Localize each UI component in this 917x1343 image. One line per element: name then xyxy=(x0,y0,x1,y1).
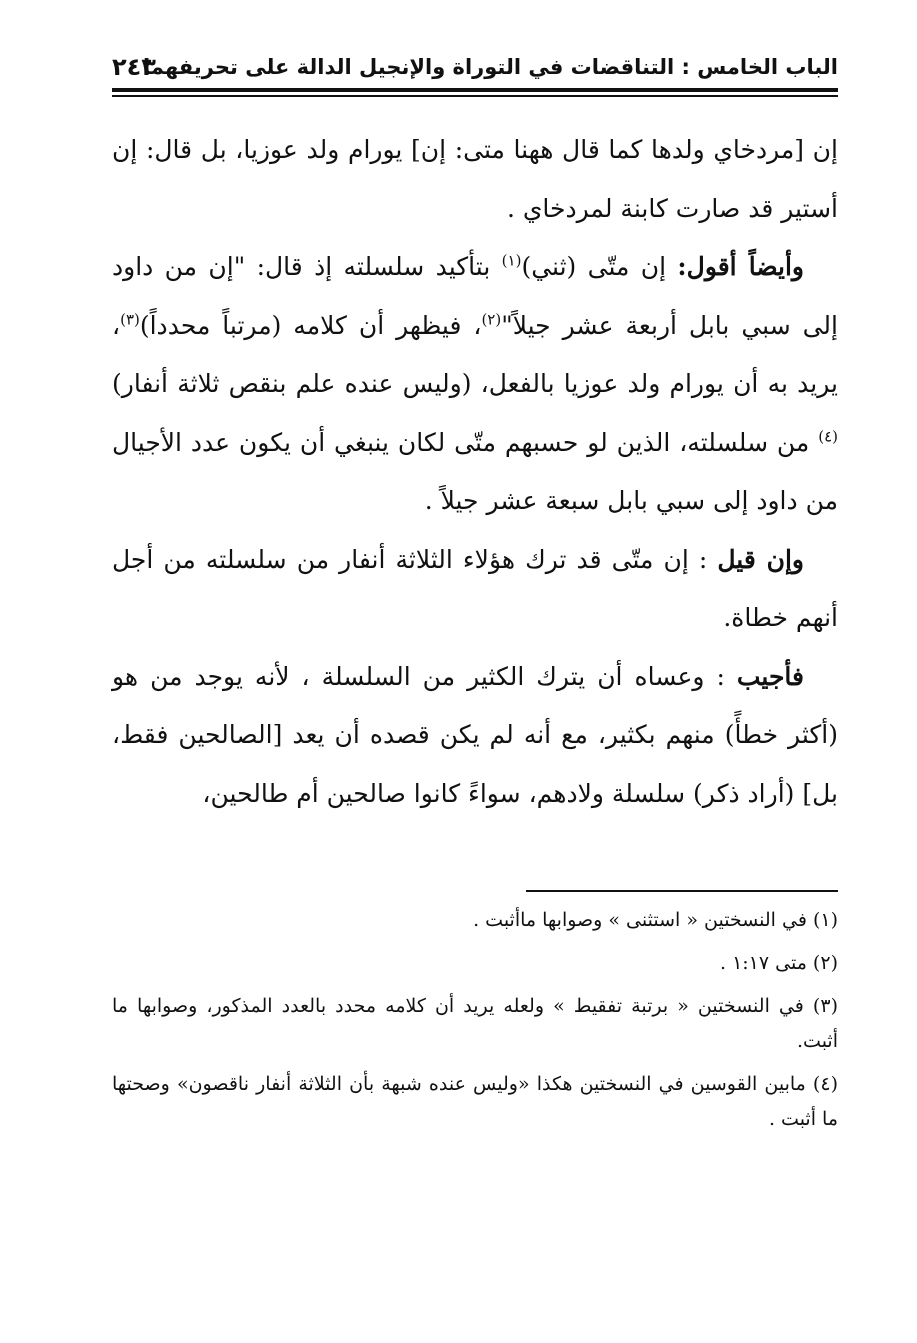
paragraph-2-lead: وأيضاً أقول: xyxy=(677,252,805,281)
paragraph-1-text: إن [مردخاي ولدها كما قال ههنا متى: إن] يورام ولد عوزيا، بل قال: إن أستير قد صارت كابنة لمردخاي . xyxy=(112,135,838,223)
header-rule-thick xyxy=(112,88,838,92)
footnote-1: (١) في النسختين « استثنى » وصوابها ماأثبت . xyxy=(473,909,838,931)
footnotes xyxy=(112,903,838,1137)
paragraph-2-part-a: إن متّى (ثني) xyxy=(521,252,678,281)
footnote-ref-4: (٤) xyxy=(818,427,838,446)
paragraph-2-part-b: بتأكيد سلسلته إذ قال: "إن من داود إلى سبي بابل أربعة عشر جيلاً" xyxy=(112,252,838,340)
page-number: ٢٤٣ xyxy=(112,53,156,81)
header-rule-thin xyxy=(112,95,838,97)
footnote-3: (٣) في النسختين « برتبة تفقيط » ولعله يريد أن كلامه محدد بالعدد المذكور، وصوابها ما أثبت. xyxy=(112,995,838,1052)
paragraph-2 xyxy=(112,238,838,531)
paragraph-4-lead: فأجيب xyxy=(736,661,804,691)
paragraph-1 xyxy=(112,121,838,238)
footnote-2: (٢) متى ١:١٧ . xyxy=(719,952,838,974)
paragraph-3-text: : إن متّى قد ترك هؤلاء الثلاثة أنفار من سلسلته من أجل أنهم خطاة. xyxy=(112,544,838,632)
paragraph-4-text: : وعساه أن يترك الكثير من السلسلة ، لأنه يوجد من هو (أكثر خطأً) منهم بكثير، مع أنه لم يكن قصده أن يعد [الصالحين فقط، بل] (أراد ذكر) سلسلة ولادهم، سواءً كانوا صالحين أم طالحين، xyxy=(112,661,838,808)
paragraph-4 xyxy=(112,648,838,824)
footnote-ref-1: (١) xyxy=(501,251,522,270)
paragraph-3-lead: وإن قيل xyxy=(717,544,804,574)
paragraph-3 xyxy=(112,531,838,648)
paragraph-2-part-e: من سلسلته، الذين لو حسبهم متّى لكان ينبغي أن يكون عدد الأجيال من داود إلى سبي بابل سبعة عشر جيلاً . xyxy=(112,427,838,515)
footnote-separator xyxy=(526,890,838,892)
footnote-4: (٤) مابين القوسين في النسختين هكذا «وليس عنده شبهة بأن الثلاثة أنفار ناقصون» وصحتها ما أثبت . xyxy=(112,1073,838,1130)
chapter-title: الباب الخامس : التناقضات في التوراة والإنجيل الدالة على تحريفهما xyxy=(142,55,838,79)
paragraph-2-part-d: ، يريد به أن يورام ولد عوزيا بالفعل، (وليس عنده علم بنقص ثلاثة أنفار) xyxy=(112,310,838,398)
footnote-ref-3: (٣) xyxy=(120,310,140,329)
paragraph-2-part-c: ، فيظهر أن كلامه (مرتباً محدداً) xyxy=(139,310,482,340)
main-text xyxy=(112,121,838,823)
footnote-ref-2: (٢) xyxy=(481,310,502,329)
